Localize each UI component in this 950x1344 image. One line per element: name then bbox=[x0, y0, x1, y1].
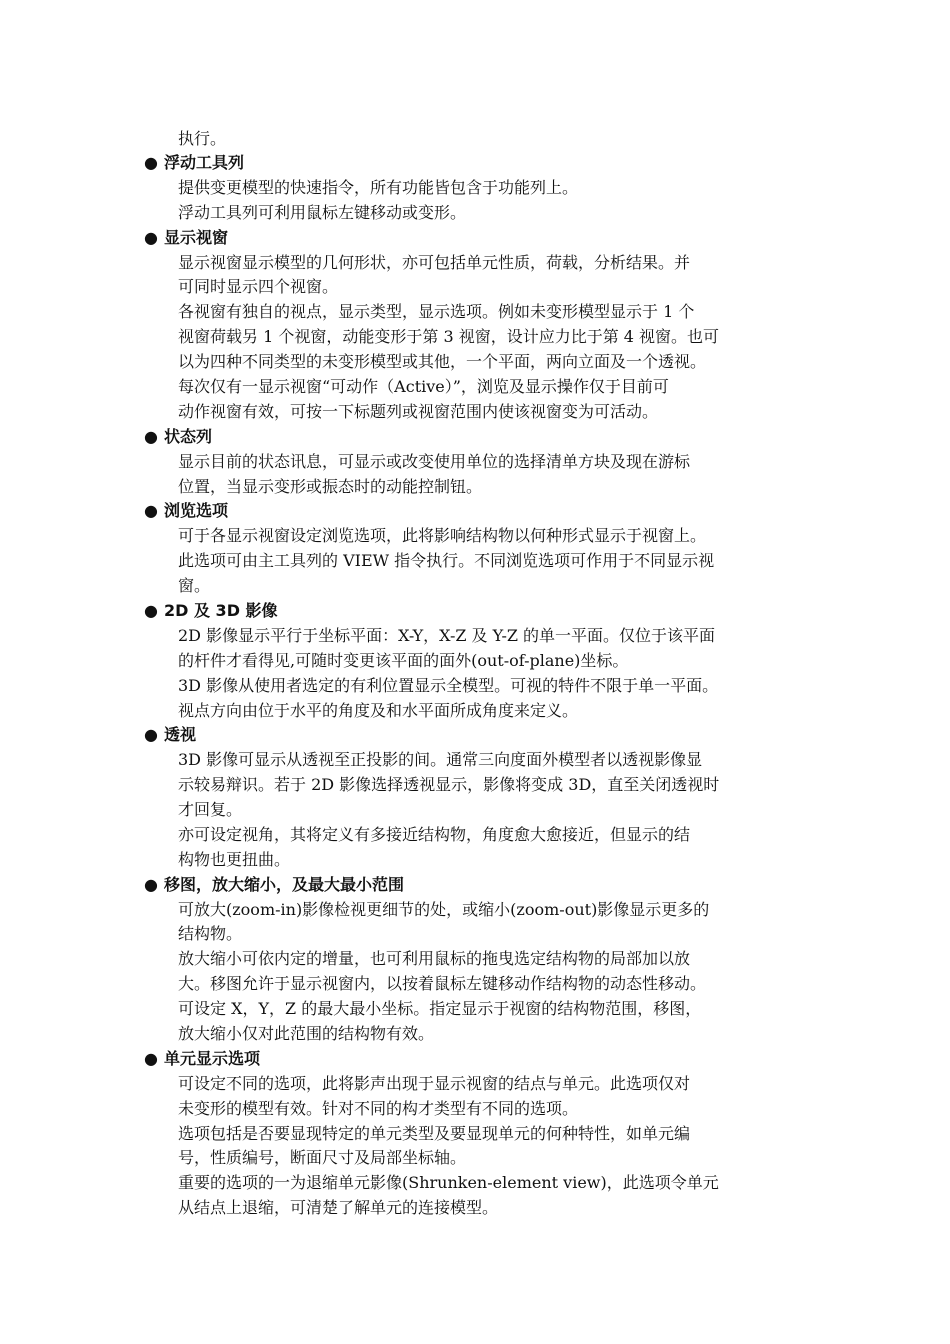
paragraph-line: 以为四种不同类型的未变形模型或其他，一个平面，两向立面及一个透视。 bbox=[178, 352, 707, 371]
bullet-icon: ● bbox=[144, 153, 158, 172]
paragraph-line: 此选项可由主工具列的 VIEW 指令执行。不同浏览选项可作用于不同显示视 bbox=[178, 551, 715, 570]
paragraph-line: 视窗荷载另 1 个视窗，动能变形于第 3 视窗，设计应力比于第 4 视窗。也可 bbox=[178, 327, 720, 346]
paragraph-line: 重要的选项的一为退缩单元影像(Shrunken-element view)，此选项令单元 bbox=[178, 1173, 719, 1192]
paragraph-line: 动作视窗有效，可按一下标题列或视窗范围内使该视窗变为可活动。 bbox=[178, 402, 659, 421]
section-heading bbox=[144, 425, 212, 449]
paragraph-line: 可设定 X，Y，Z 的最大最小坐标。指定显示于视窗的结构物范围，移图， bbox=[178, 999, 702, 1018]
paragraph-line: 示较易辩识。若于 2D 影像选择透视显示，影像将变成 3D，直至关闭透视时 bbox=[178, 775, 720, 794]
bullet-icon: ● bbox=[144, 228, 158, 247]
bullet-icon: ● bbox=[144, 1049, 158, 1068]
paragraph-line: 放大缩小可依内定的增量，也可利用鼠标的拖曳选定结构物的局部加以放 bbox=[178, 949, 691, 968]
paragraph-line: 大。移图允许于显示视窗内，以按着鼠标左键移动作结构物的动态性移动。 bbox=[178, 974, 707, 993]
paragraph-line: 3D 影像可显示从透视至正投影的间。通常三向度面外模型者以透视影像显 bbox=[178, 750, 703, 769]
paragraph-line: 浮动工具列可利用鼠标左键移动或变形。 bbox=[178, 203, 467, 222]
section-heading bbox=[144, 873, 404, 897]
paragraph-line: 可设定不同的选项，此将影声出现于显示视窗的结点与单元。此选项仅对 bbox=[178, 1074, 691, 1093]
paragraph-line: 3D 影像从使用者选定的有利位置显示全模型。可视的特件不限于单一平面。 bbox=[178, 676, 719, 695]
paragraph-line: 未变形的模型有效。针对不同的构才类型有不同的选项。 bbox=[178, 1099, 579, 1118]
paragraph-line: 放大缩小仅对此范围的结构物有效。 bbox=[178, 1024, 435, 1043]
section-title: 单元显示选项 bbox=[164, 1049, 261, 1068]
paragraph-line: 可放大(zoom-in)影像检视更细节的处，或缩小(zoom-out)影像显示更多的 bbox=[178, 900, 710, 919]
bullet-icon: ● bbox=[144, 725, 158, 744]
paragraph-line: 亦可设定视角，其将定义有多接近结构物，角度愈大愈接近，但显示的结 bbox=[178, 825, 691, 844]
paragraph-line: 结构物。 bbox=[178, 924, 243, 943]
bullet-icon: ● bbox=[144, 501, 158, 520]
section-heading bbox=[144, 499, 228, 523]
section-heading bbox=[144, 151, 244, 175]
section-title: 2D 及 3D 影像 bbox=[164, 601, 278, 620]
section-title: 浏览选项 bbox=[164, 501, 229, 520]
section-heading bbox=[144, 1047, 260, 1071]
paragraph-line: 才回复。 bbox=[178, 800, 243, 819]
section-title: 透视 bbox=[164, 725, 197, 744]
paragraph-line: 显示目前的状态讯息，可显示或改变使用单位的选择清单方块及现在游标 bbox=[178, 452, 691, 471]
paragraph-line: 构物也更扭曲。 bbox=[178, 850, 291, 869]
section-heading bbox=[144, 226, 228, 250]
paragraph-line: 的杆件才看得见,可随时变更该平面的面外(out-of-plane)坐标。 bbox=[178, 651, 629, 670]
paragraph-line: 可于各显示视窗设定浏览选项，此将影响结构物以何种形式显示于视窗上。 bbox=[178, 526, 707, 545]
paragraph-line: 显示视窗显示模型的几何形状，亦可包括单元性质，荷载，分析结果。并 bbox=[178, 253, 691, 272]
paragraph-line: 视点方向由位于水平的角度及和水平面所成角度来定义。 bbox=[178, 701, 579, 720]
section-title: 移图，放大缩小，及最大最小范围 bbox=[164, 875, 405, 894]
paragraph-line: 位置，当显示变形或振态时的动能控制钮。 bbox=[178, 477, 483, 496]
bullet-icon: ● bbox=[144, 875, 158, 894]
intro-continuation: 执行。 bbox=[178, 129, 227, 148]
section-heading bbox=[144, 599, 278, 623]
paragraph-line: 号，性质编号，断面尺寸及局部坐标轴。 bbox=[178, 1148, 467, 1167]
section-title: 显示视窗 bbox=[164, 228, 229, 247]
paragraph-line: 从结点上退缩，可清楚了解单元的连接模型。 bbox=[178, 1198, 499, 1217]
section-heading bbox=[144, 723, 196, 747]
paragraph-line: 可同时显示四个视窗。 bbox=[178, 277, 339, 296]
paragraph-line: 选项包括是否要显现特定的单元类型及要显现单元的何种特性，如单元编 bbox=[178, 1124, 691, 1143]
section-title: 状态列 bbox=[164, 427, 213, 446]
bullet-icon: ● bbox=[144, 427, 158, 446]
paragraph-line: 提供变更模型的快速指令，所有功能皆包含于功能列上。 bbox=[178, 178, 579, 197]
paragraph-line: 窗。 bbox=[178, 576, 211, 595]
section-title: 浮动工具列 bbox=[164, 153, 245, 172]
paragraph-line: 2D 影像显示平行于坐标平面：X-Y，X-Z 及 Y-Z 的单一平面。仅位于该平面 bbox=[178, 626, 716, 645]
paragraph-line: 各视窗有独自的视点，显示类型，显示选项。例如未变形模型显示于 1 个 bbox=[178, 302, 695, 321]
paragraph-line: 每次仅有一显示视窗“可动作（Active）”，浏览及显示操作仅于目前可 bbox=[178, 377, 669, 396]
bullet-icon: ● bbox=[144, 601, 158, 620]
